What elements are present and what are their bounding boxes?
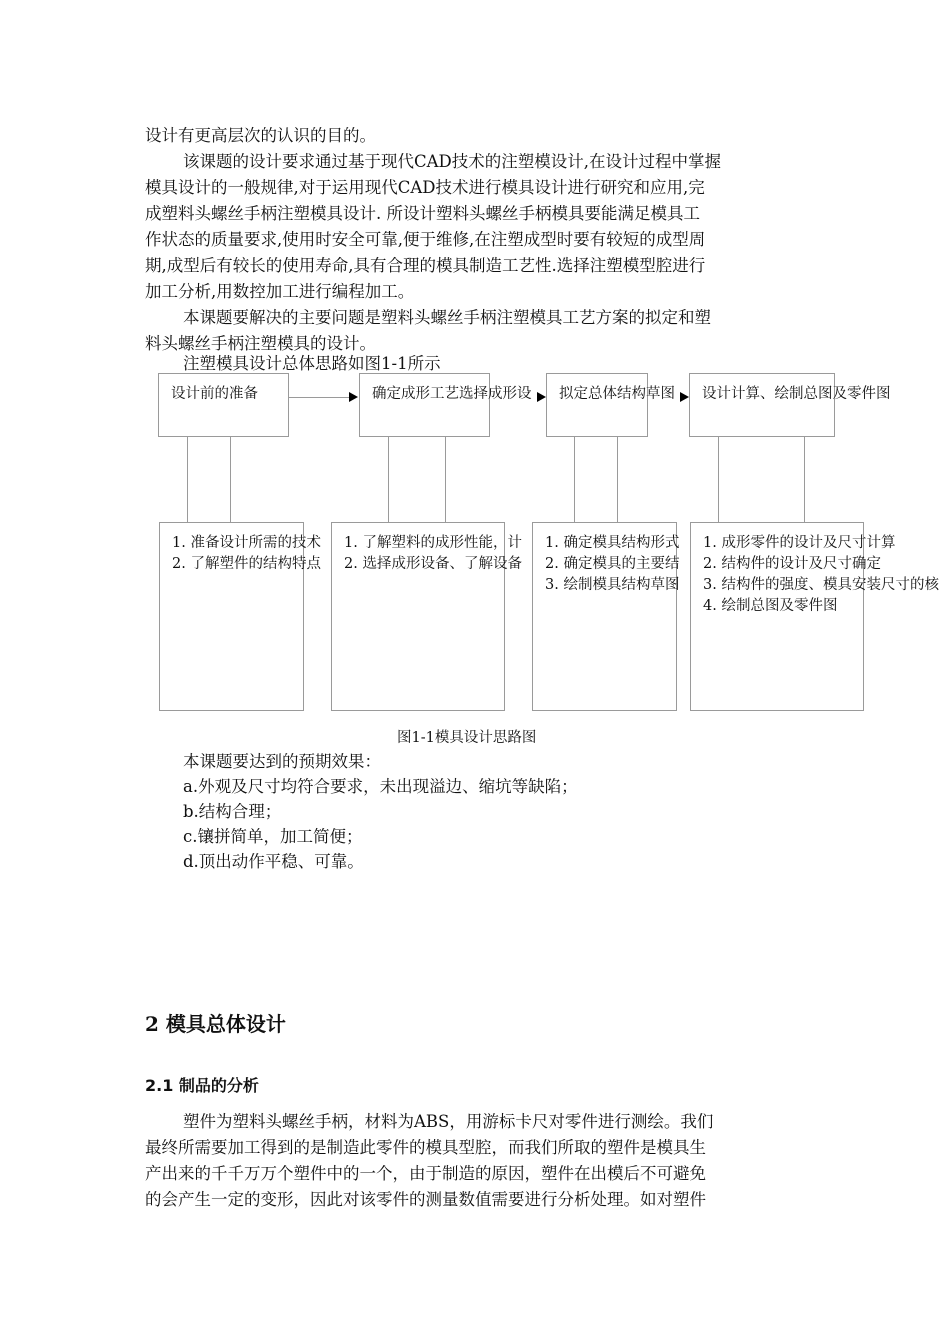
item-text: 了解塑料的成形性能，计 <box>362 535 522 551</box>
item-number: 3. <box>703 577 717 593</box>
flow-connector <box>804 436 805 522</box>
effects-item: a.外观及尺寸均符合要求，未出现溢边、缩坑等缺陷； <box>183 777 578 796</box>
flow-detail-sketch <box>532 522 680 711</box>
flow-detail-item <box>172 552 321 573</box>
flow-detail-item <box>703 552 881 573</box>
effects-item: d.顶出动作平稳、可靠。 <box>183 852 364 871</box>
flow-detail-prepare <box>159 522 321 711</box>
item-number: 2. <box>344 556 358 572</box>
item-number: 2. <box>703 556 717 572</box>
flow-detail-calculate <box>690 522 939 711</box>
item-text: 绘制总图及零件图 <box>721 598 838 614</box>
flow-connector <box>230 436 231 522</box>
effects-item: b.结构合理； <box>183 802 282 821</box>
analysis-line: 产出来的千千万万个塑件中的一个，由于制造的原因，塑件在出模后不可避免 <box>145 1164 706 1183</box>
item-number: 2. <box>172 556 186 572</box>
intro-line: 该课题的设计要求通过基于现代CAD技术的注塑模设计,在设计过程中掌握 <box>183 152 722 171</box>
item-number: 2. <box>545 556 559 572</box>
flow-detail-item <box>545 531 679 552</box>
item-number: 1. <box>545 535 559 551</box>
flow-step-label: 确定成形工艺选择成形设 <box>372 386 532 402</box>
flow-connector <box>288 397 350 398</box>
flow-detail-item <box>344 552 522 573</box>
item-text: 选择成形设备、了解设备 <box>362 556 522 572</box>
item-text: 结构件的强度、模具安装尺寸的核 <box>721 577 939 593</box>
flow-detail-item <box>703 594 837 615</box>
arrow-right-icon <box>680 392 689 402</box>
item-text: 确定模具的主要结 <box>563 556 680 572</box>
item-text: 结构件的设计及尺寸确定 <box>721 556 881 572</box>
analysis-line: 的会产生一定的变形，因此对该零件的测量数值需要进行分析处理。如对塑件 <box>145 1190 706 1209</box>
intro-line: 期,成型后有较长的使用寿命,具有合理的模具制造工艺性.选择注塑模型腔进行 <box>145 256 706 275</box>
flow-detail-process <box>331 522 522 711</box>
flow-step-process <box>359 373 532 437</box>
flow-connector <box>574 436 575 522</box>
flow-step-label: 设计前的准备 <box>171 386 258 402</box>
arrow-right-icon <box>537 392 546 402</box>
item-text: 确定模具结构形式 <box>563 535 680 551</box>
flow-detail-item <box>344 531 522 552</box>
flow-connector <box>445 436 446 522</box>
analysis-line: 最终所需要加工得到的是制造此零件的模具型腔，而我们所取的塑件是模具生 <box>145 1138 706 1157</box>
figure-caption: 图1-1模具设计思路图 <box>397 730 537 746</box>
flow-connector <box>388 436 389 522</box>
item-number: 1. <box>703 535 717 551</box>
flow-connector <box>617 436 618 522</box>
item-text: 绘制模具结构草图 <box>563 577 680 593</box>
arrow-right-icon <box>349 392 358 402</box>
flow-detail-item <box>545 573 679 594</box>
flow-connector <box>718 436 719 522</box>
intro-line: 设计有更高层次的认识的目的。 <box>145 126 376 145</box>
flow-connector <box>187 436 188 522</box>
item-text: 了解塑件的结构特点 <box>190 556 321 572</box>
flow-detail-item <box>703 531 895 552</box>
intro-line: 本课题要解决的主要问题是塑料头螺丝手柄注塑模具工艺方案的拟定和塑 <box>183 308 711 327</box>
flow-detail-item <box>172 531 321 552</box>
section-title: 2 模具总体设计 <box>145 1012 286 1036</box>
item-number: 1. <box>172 535 186 551</box>
effects-heading: 本课题要达到的预期效果： <box>183 752 381 771</box>
intro-line: 成塑料头螺丝手柄注塑模具设计. 所设计塑料头螺丝手柄模具要能满足模具工 <box>145 204 700 223</box>
intro-line: 模具设计的一般规律,对于运用现代CAD技术进行模具设计进行研究和应用,完 <box>145 178 705 197</box>
flow-step-sketch <box>546 373 675 437</box>
item-text: 准备设计所需的技术 <box>190 535 321 551</box>
item-number: 4. <box>703 598 717 614</box>
intro-line: 作状态的质量要求,使用时安全可靠,便于维修,在注塑成型时要有较短的成型周 <box>145 230 706 249</box>
flow-detail-item <box>545 552 679 573</box>
item-number: 3. <box>545 577 559 593</box>
subsection-title: 2.1 制品的分析 <box>145 1076 259 1095</box>
flow-step-calculate <box>689 373 891 437</box>
flow-step-label: 拟定总体结构草图 <box>559 386 675 402</box>
intro-line: 注塑模具设计总体思路如图1-1所示 <box>183 354 441 373</box>
intro-line: 加工分析,用数控加工进行编程加工。 <box>145 282 415 301</box>
item-text: 成形零件的设计及尺寸计算 <box>721 535 896 551</box>
flow-detail-item <box>703 573 950 594</box>
intro-line: 料头螺丝手柄注塑模具的设计。 <box>145 334 376 353</box>
flow-step-label: 设计计算、绘制总图及零件图 <box>702 386 891 402</box>
item-number: 1. <box>344 535 358 551</box>
analysis-line: 塑件为塑料头螺丝手柄，材料为ABS，用游标卡尺对零件进行测绘。我们 <box>183 1112 714 1131</box>
effects-item: c.镶拼简单，加工简便； <box>183 827 363 846</box>
flow-step-prepare <box>158 373 289 437</box>
